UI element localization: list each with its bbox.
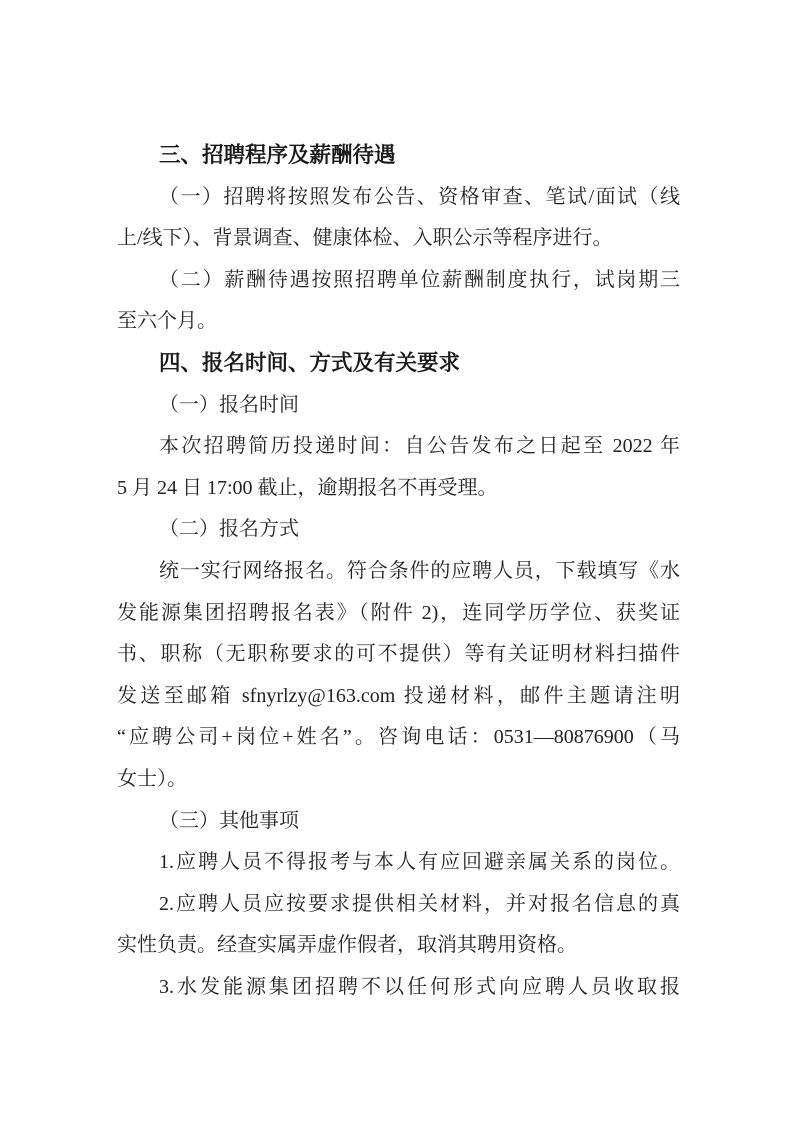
heading-line: 四、报名时间、方式及有关要求 — [159, 350, 461, 375]
body-text-line: 发能源集团招聘报名表》（附件 2)，连同学历学位、获奖证 — [117, 601, 680, 624]
body-text-line: 3.水发能源集团招聘不以任何形式向应聘人员收取报 — [159, 975, 680, 998]
body-text-line: 1.应聘人员不得报考与本人有应回避亲属关系的岗位。 — [159, 851, 680, 874]
body-text-line: （一）招聘将按照发布公告、资格审查、笔试/面试（线 — [159, 185, 680, 208]
body-text-line: （三）其他事项 — [159, 809, 299, 832]
body-text-line: 2.应聘人员应按要求提供相关材料，并对报名信息的真 — [159, 892, 680, 915]
body-text-line: （一）报名时间 — [159, 393, 299, 416]
body-text-line: 上/线下）、背景调查、健康体检、入职公示等程序进行。 — [117, 227, 613, 250]
body-text-line: 本次招聘简历投递时间：自公告发布之日起至 2022 年 — [159, 435, 680, 458]
body-text-line: 书、职称（无职称要求的可不提供）等有关证明材料扫描件 — [117, 643, 680, 666]
body-text-line: 实性负责。经查实属弄虚作假者，取消其聘用资格。 — [117, 934, 577, 957]
heading-line: 三、招聘程序及薪酬待遇 — [159, 143, 396, 167]
body-text-line: 5 月 24 日 17:00 截止，逾期报名不再受理。 — [117, 476, 498, 499]
body-text-line: “应聘公司+岗位+姓名”。咨询电话：0531—80876900（马 — [117, 726, 680, 749]
body-text-line: 至六个月。 — [117, 310, 217, 333]
body-text-line: 发送至邮箱 sfnyrlzy@163.com 投递材料，邮件主题请注明 — [117, 684, 680, 707]
body-text-line: （二）薪酬待遇按照招聘单位薪酬制度执行，试岗期三 — [159, 268, 680, 291]
body-text-line: 女士）。 — [117, 767, 187, 790]
body-text-line: 统一实行网络报名。符合条件的应聘人员，下载填写《水 — [159, 559, 680, 582]
document-body — [117, 135, 680, 1008]
body-text-line: （二）报名方式 — [159, 518, 299, 541]
